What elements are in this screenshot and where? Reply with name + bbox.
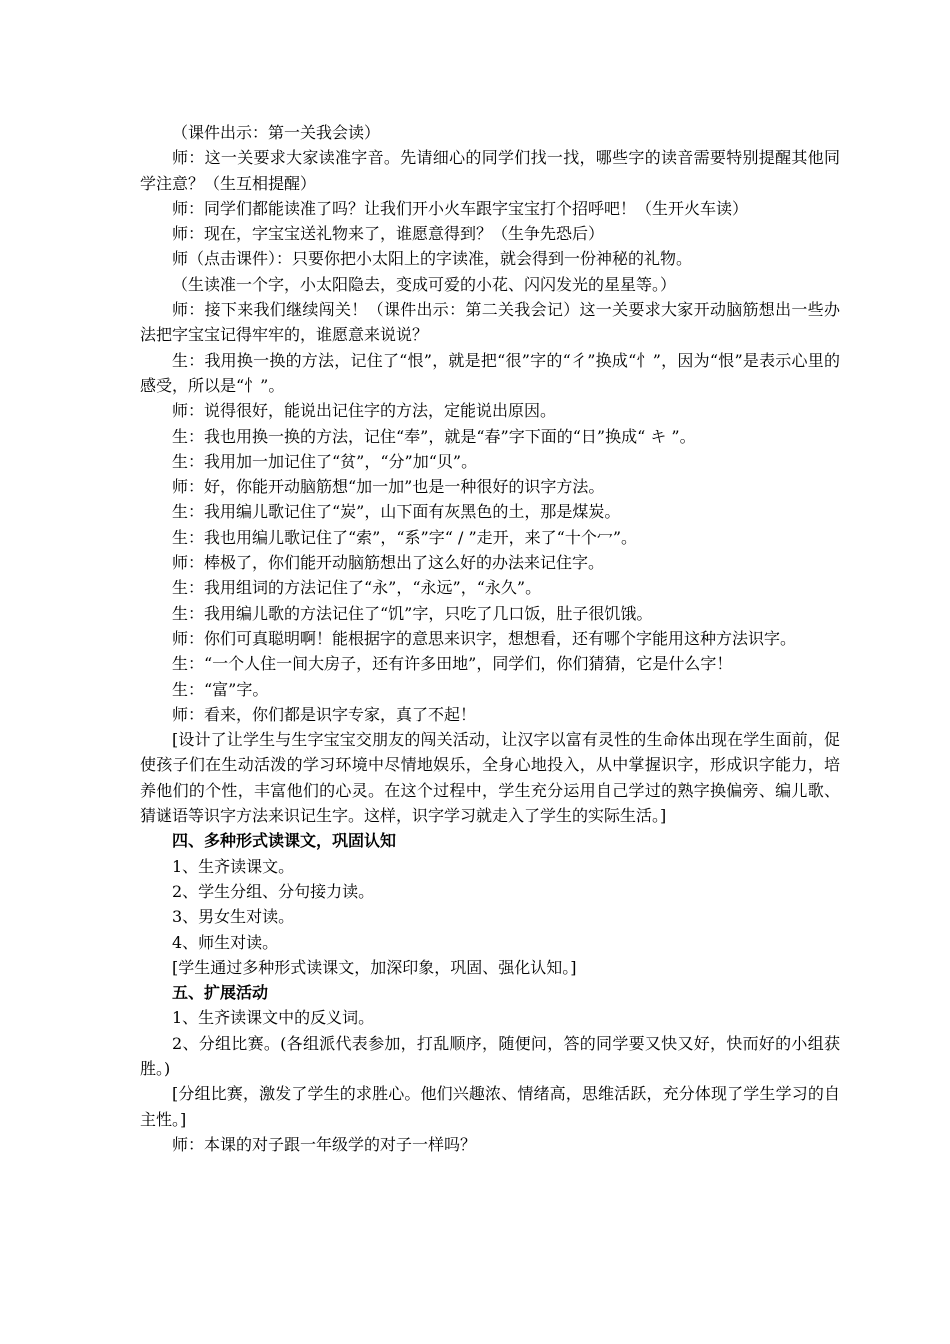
paragraph: 生：“富”字。 — [172, 679, 269, 699]
paragraph: 师：现在，字宝宝送礼物来了，谁愿意得到？（生争先恐后） — [172, 224, 605, 244]
paragraph: 1、生齐读课文。 — [172, 856, 295, 876]
paragraph: 生：我用加一加记住了“贫”，“分”加“贝”。 — [172, 451, 478, 471]
paragraph: 师：接下来我们继续闯关！（课件出示：第二关我会记）这一关要求大家开动脑筋想出一些办法把字宝宝记得牢牢的，谁愿意来说说？ — [140, 300, 840, 345]
document-body — [140, 120, 840, 1157]
paragraph: 生：“一个人住一间大房子，还有许多田地”，同学们，你们猜猜，它是什么字！ — [172, 654, 733, 674]
paragraph: 4、师生对读。 — [172, 932, 279, 952]
section-heading: 五、扩展活动 — [172, 983, 269, 1003]
paragraph: 师：本课的对子跟一年级学的对子一样吗？ — [172, 1134, 477, 1154]
paragraph: （生读准一个字，小太阳隐去，变成可爱的小花、闪闪发光的星星等。） — [172, 274, 677, 294]
paragraph: 2、分组比赛。(各组派代表参加，打乱顺序，随便问，答的同学要又快又好，快而好的小组获胜。) — [140, 1033, 840, 1078]
paragraph: 师：你们可真聪明啊！能根据字的意思来识字，想想看，还有哪个字能用这种方法识字。 — [172, 628, 797, 648]
paragraph: [设计了让学生与生字宝宝交朋友的闯关活动，让汉字以富有灵性的生命体出现在学生面前，促使孩子们在生动活泼的学习环境中尽情地娱乐，全身心地投入，从中掌握识字，形成识字能力，培养他们的个性，丰富他们的心灵。在这个过程中，学生充分运用自己学过的熟字换偏旁、编儿歌、猜谜语等识字方法来识记生字。这样，识字学习就走入了学生的实际生活。] — [140, 730, 840, 826]
paragraph: 3、男女生对读。 — [172, 907, 295, 927]
paragraph: （课件出示：第一关我会读） — [172, 123, 381, 142]
paragraph: 生：我用编儿歌的方法记住了“饥”字，只吃了几口饭，肚子很饥饿。 — [172, 603, 653, 623]
paragraph: 师：好，你能开动脑筋想“加一加”也是一种很好的识字方法。 — [172, 477, 605, 497]
paragraph: 生：我也用编儿歌记住了“索”，“系”字“ / ”走开，来了“十个冖”。 — [172, 527, 638, 547]
paragraph: 1、生齐读课文中的反义词。 — [172, 1008, 375, 1028]
paragraph: 师：说得很好，能说出记住字的方法，定能说出原因。 — [172, 401, 557, 421]
paragraph: 生：我也用换一换的方法，记住“奉”，就是“春”字下面的“日”换成“ キ ”。 — [172, 426, 696, 446]
paragraph: 师：看来，你们都是识字专家，真了不起！ — [172, 704, 477, 724]
section-heading: 四、多种形式读课文，巩固认知 — [172, 831, 397, 851]
paragraph: [分组比赛，激发了学生的求胜心。他们兴趣浓、情绪高，思维活跃，充分体现了学生学习的自主性。] — [140, 1084, 840, 1129]
paragraph: 师：同学们都能读准了吗？让我们开小火车跟字宝宝打个招呼吧！（生开火车读） — [172, 198, 749, 218]
paragraph: 师：这一关要求大家读准字音。先请细心的同学们找一找，哪些字的读音需要特别提醒其他同学注意？（生互相提醒） — [140, 148, 840, 193]
paragraph: 生：我用编儿歌记住了“炭”，山下面有灰黑色的土，那是煤炭。 — [172, 502, 621, 522]
paragraph: 师（点击课件）：只要你把小太阳上的字读准，就会得到一份神秘的礼物。 — [172, 249, 693, 269]
paragraph: 生：我用换一换的方法，记住了“恨”，就是把“很”字的“彳”换成“忄”，因为“恨”是表示心里的感受，所以是“忄”。 — [140, 350, 840, 395]
paragraph: 师：棒极了，你们能开动脑筋想出了这么好的办法来记住字。 — [172, 553, 605, 573]
paragraph: 2、学生分组、分句接力读。 — [172, 881, 375, 901]
paragraph: [学生通过多种形式读课文，加深印象，巩固、强化认知。] — [172, 957, 577, 977]
paragraph: 生：我用组词的方法记住了“永”，“永远”，“永久”。 — [172, 578, 542, 598]
